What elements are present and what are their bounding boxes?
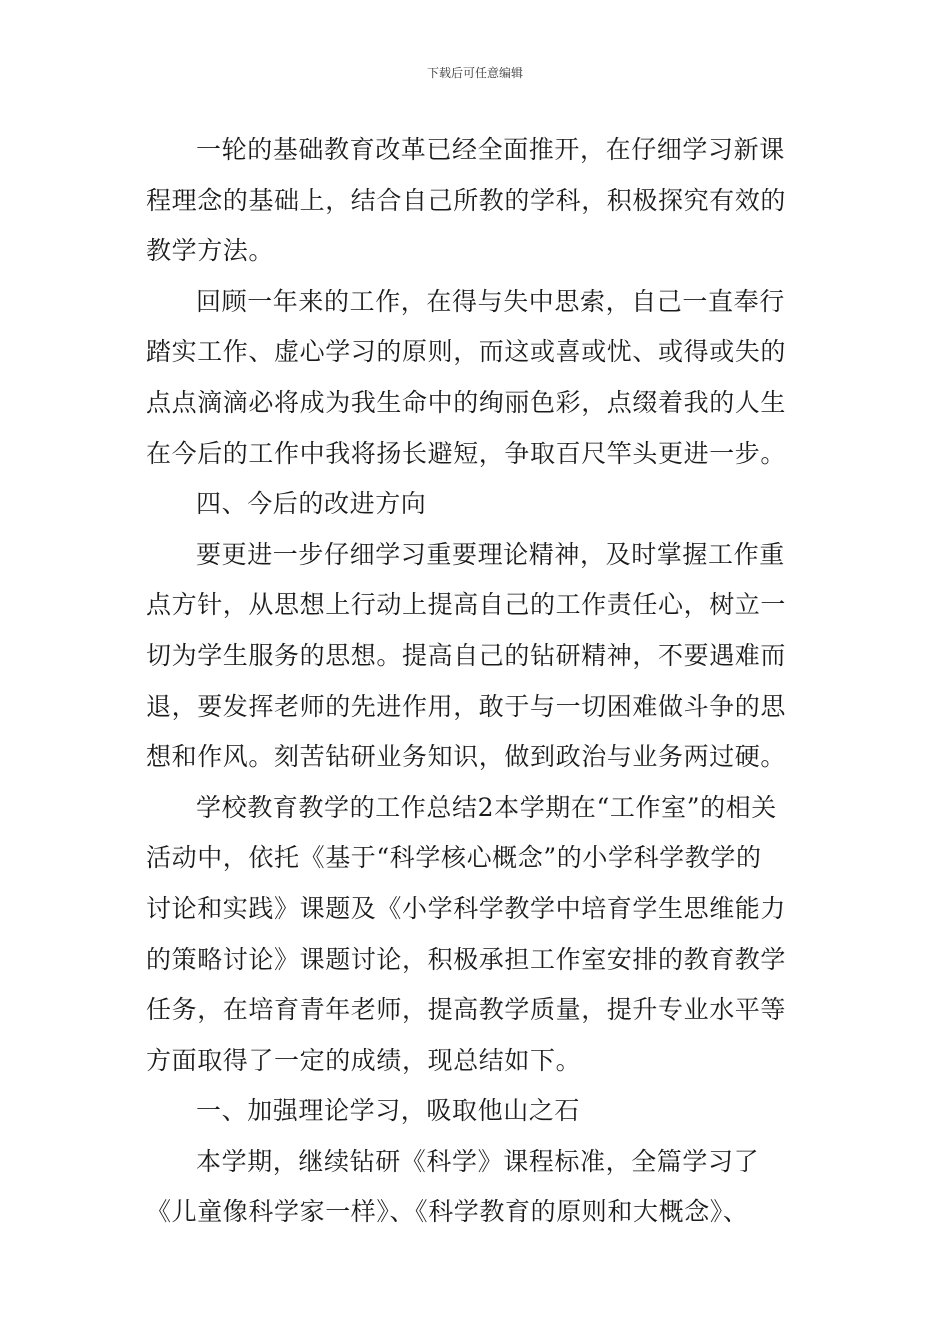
text-line: 任务，在培育青年老师，提高教学质量，提升专业水平等 (146, 995, 787, 1025)
text-line: 想和作风。刻苦钻研业务知识，做到政治与业务两过硬。 (146, 742, 787, 772)
page-header: 下载后可任意编辑 (426, 66, 523, 80)
text-line: 点方针，从思想上行动上提高自己的工作责任心，树立一 (146, 590, 787, 620)
section-heading: 四、今后的改进方向 (196, 489, 427, 519)
text-line: 在今后的工作中我将扬长避短，争取百尺竿头更进一步。 (146, 438, 787, 468)
text-line: 切为学生服务的思想。提高自己的钻研精神，不要遇难而 (146, 640, 787, 670)
text-line: 活动中，依托《基于“科学核心概念”的小学科学教学的 (146, 843, 762, 873)
text-line: 讨论和实践》课题及《小学科学教学中培育学生思维能力 (146, 893, 787, 923)
text-line: 退，要发挥老师的先进作用，敢于与一切困难做斗争的思 (146, 691, 787, 721)
text-line: 本学期，继续钻研《科学》课程标准，全篇学习了 (196, 1146, 760, 1176)
text-line: 踏实工作、虚心学习的原则，而这或喜或忧、或得或失的 (146, 337, 787, 367)
text-line: 教学方法。 (146, 236, 275, 266)
section-heading: 一、加强理论学习，吸取他山之石 (196, 1096, 581, 1126)
document-body (146, 125, 810, 1238)
text-line: 要更进一步仔细学习重要理论精神，及时掌握工作重 (196, 539, 785, 569)
text-line: 点点滴滴必将成为我生命中的绚丽色彩，点缀着我的人生 (146, 387, 787, 417)
text-line: 的策略讨论》课题讨论，积极承担工作室安排的教育教学 (146, 944, 787, 974)
text-line: 方面取得了一定的成绩，现总结如下。 (146, 1045, 582, 1075)
text-line: 一轮的基础教育改革已经全面推开，在仔细学习新课 (196, 135, 785, 164)
text-line: 《儿童像科学家一样》、《科学教育的原则和大概念》、 (146, 1197, 749, 1227)
text-line: 学校教育教学的工作总结2本学期在“工作室”的相关 (196, 792, 777, 822)
text-line: 程理念的基础上，结合自己所教的学科，积极探究有效的 (146, 185, 787, 215)
text-line: 回顾一年来的工作，在得与失中思索，自己一直奉行 (196, 286, 785, 316)
